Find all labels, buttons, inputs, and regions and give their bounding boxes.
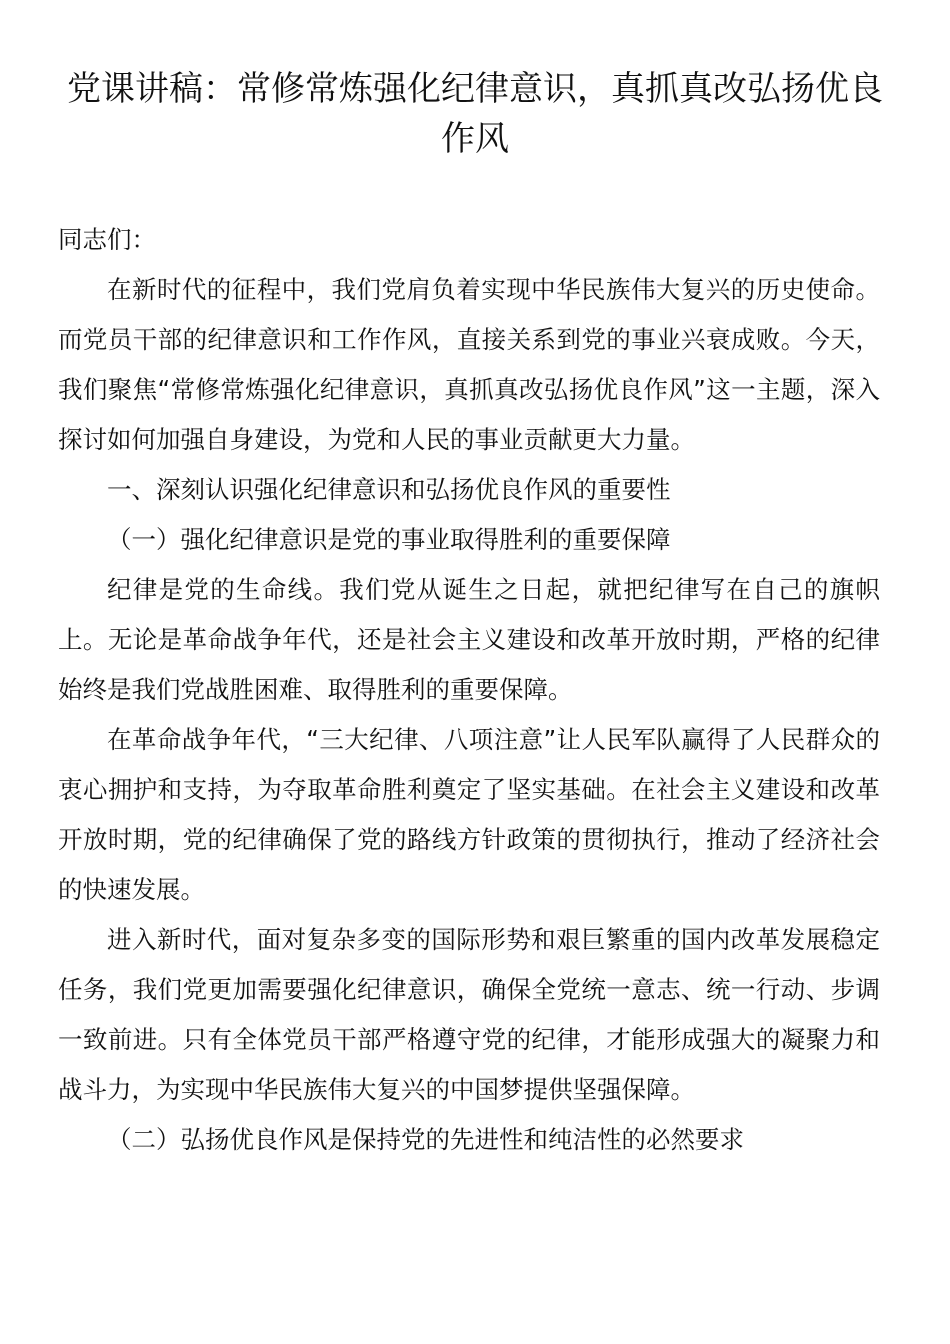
salutation: 同志们： [58,225,156,254]
paragraph-discipline-lifeline: 纪律是党的生命线。我们党从诞生之日起，就把纪律写在自己的旗帜上。无论是革命战争年代，还是社会主义建设和改革开放时期，严格的纪律始终是我们党战胜困难、取得胜利的重要保障。 [58,575,880,704]
subsection-heading-1: （一）强化纪律意识是党的事业取得胜利的重要保障 [107,525,671,554]
document-body [58,215,880,1165]
paragraph-new-era: 进入新时代，面对复杂多变的国际形势和艰巨繁重的国内改革发展稳定任务，我们党更加需要强化纪律意识，确保全党统一意志、统一行动、步调一致前进。只有全体党员干部严格遵守党的纪律，才能形成强大的凝聚力和战斗力，为实现中华民族伟大复兴的中国梦提供坚强保障。 [58,925,880,1104]
document-title: 党课讲稿：常修常炼强化纪律意识，真抓真改弘扬优良作风 [67,69,883,159]
section-heading-1: 一、深刻认识强化纪律意识和弘扬优良作风的重要性 [107,475,671,504]
paragraph-revolutionary-era: 在革命战争年代，“三大纪律、八项注意”让人民军队赢得了人民群众的衷心拥护和支持，为夺取革命胜利奠定了坚实基础。在社会主义建设和改革开放时期，党的纪律确保了党的路线方针政策的贯彻执行，推动了经济社会的快速发展。 [58,725,880,904]
paragraph-intro: 在新时代的征程中，我们党肩负着实现中华民族伟大复兴的历史使命。而党员干部的纪律意识和工作作风，直接关系到党的事业兴衰成败。今天，我们聚焦“常修常炼强化纪律意识，真抓真改弘扬优良作风”这一主题，深入探讨如何加强自身建设，为党和人民的事业贡献更大力量。 [58,275,880,454]
subsection-heading-2: （二）弘扬优良作风是保持党的先进性和纯洁性的必然要求 [107,1125,744,1154]
